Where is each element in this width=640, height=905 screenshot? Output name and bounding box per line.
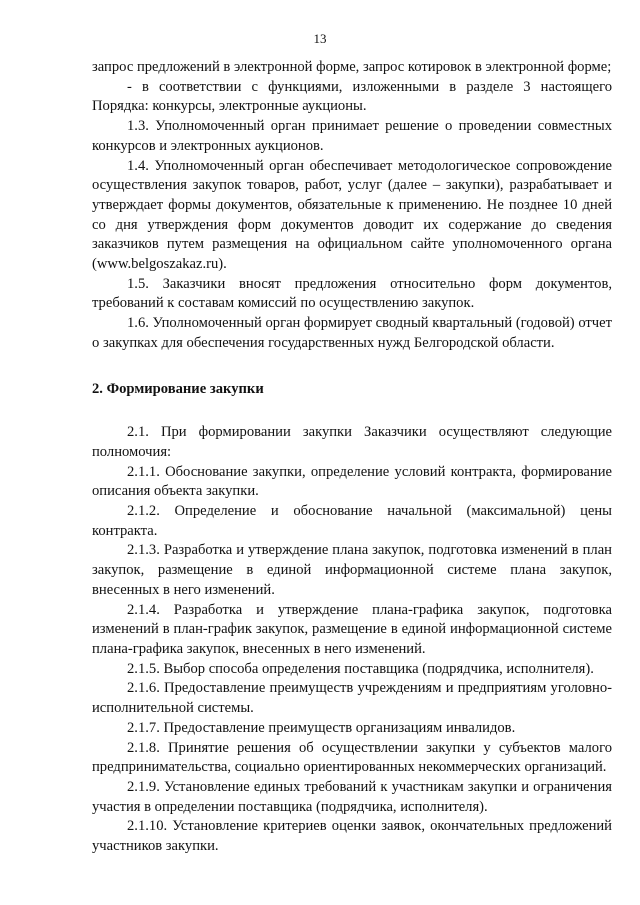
document-body [92,58,612,857]
paragraph: 2.1.7. Предоставление преимуществ организациям инвалидов. [127,719,516,736]
paragraph: 1.6. Уполномоченный орган формирует сводный квартальный (годовой) отчет о закупках для обеспечения государственных нужд Белгородской области. [92,315,612,351]
paragraph: 2.1. При формировании закупки Заказчики осуществляют следующие полномочия: [92,424,612,460]
paragraph: - в соответствии с функциями, изложенными в разделе 3 настоящего Порядка: конкурсы, электронные аукционы. [92,78,612,115]
section-2-body [92,423,612,856]
paragraph: 1.3. Уполномоченный орган принимает решение о проведении совместных конкурсов и электронных аукционов. [92,118,612,154]
paragraph: 2.1.8. Принятие решения об осуществлении закупки у субъектов малого предпринимательства, социально ориентированных некоммерческих организаций. [92,739,612,776]
paragraph: 2.1.9. Установление единых требований к участникам закупки и ограничения участия в определении поставщика (подрядчика, исполнителя). [92,778,612,815]
paragraph: 2.1.2. Определение и обоснование начальной (максимальной) цены контракта. [92,503,612,539]
paragraph: 2.1.5. Выбор способа определения поставщика (подрядчика, исполнителя). [127,660,594,677]
section-1-continuation [92,58,612,354]
paragraph: 2.1.3. Разработка и утверждение плана закупок, подготовка изменений в план закупок, размещение в единой информационной системе плана закупок, внесенных в него изменений. [92,542,612,598]
section-heading: 2. Формирование закупки [92,380,264,397]
page-number: 13 [313,31,327,46]
paragraph: 2.1.4. Разработка и утверждение плана-графика закупок, подготовка изменений в план-график закупок, размещение в единой информационной системе плана-графика закупок, внесенных в него изменений. [92,601,612,657]
paragraph: 2.1.10. Установление критериев оценки заявок, окончательных предложений участников закупки. [92,818,612,855]
paragraph: 1.4. Уполномоченный орган обеспечивает методологическое сопровождение осуществления закупок товаров, работ, услуг (далее – закупки), разрабатывает и утверждает формы документов, обязательные к применению. Не позднее 10 дней со дня утверждения форм документов доводит их содержание до сведения заказчиков путем размещения на официальном сайте уполномоченного органа (www.belgoszakaz.ru). [92,157,612,273]
paragraph: 2.1.6. Предоставление преимуществ учреждениям и предприятиям уголовно-исполнительной системы. [92,680,612,717]
paragraph: 2.1.1. Обоснование закупки, определение условий контракта, формирование описания объекта закупки. [92,463,612,500]
paragraph: 1.5. Заказчики вносят предложения относительно форм документов, требований к составам комиссий по осуществлению закупок. [92,275,612,312]
paragraph: запрос предложений в электронной форме, запрос котировок в электронной форме; [92,59,612,75]
